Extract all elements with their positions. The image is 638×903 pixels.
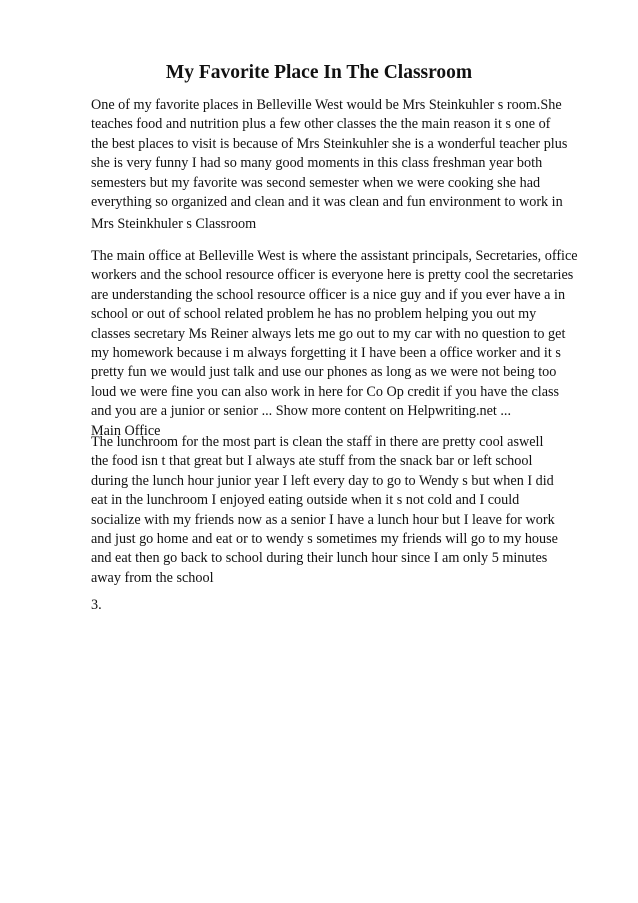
- paragraph-2-line: and you are a junior or senior ... Show more content on Helpwriting.net ...: [91, 403, 512, 420]
- paragraph-3-line: during the lunch hour junior year I left every day to go to Wendy s but when I did: [91, 472, 554, 489]
- caption-classroom-text: Mrs Steinkhuler s Classroom: [91, 216, 257, 232]
- paragraph-2-line: classes secretary Ms Reiner always lets me go out to my car with no question to get: [91, 325, 566, 342]
- section-number-text: 3.: [91, 597, 102, 613]
- caption-classroom: [91, 215, 611, 234]
- paragraph-3-line: and just go home and eat or to wendy s sometimes my friends will go to my house: [91, 531, 558, 548]
- paragraph-3-line: and eat then go back to school during their lunch hour since I am only 5 minutes: [91, 550, 548, 567]
- paragraph-3: [91, 433, 611, 588]
- paragraph-2: [91, 247, 611, 441]
- paragraph-2-line: school or out of school related problem he has no problem helping you out my: [91, 306, 537, 323]
- paragraph-2-line: loud we were fine you can also work in here for Co Op credit if you have the class: [91, 383, 560, 400]
- paragraph-1-line: semesters but my favorite was second semester when we were cooking she had: [91, 174, 541, 191]
- paragraph-1-line: teaches food and nutrition plus a few other classes the the main reason it s one of: [91, 116, 551, 133]
- paragraph-3-line: the food isn t that great but I always ate stuff from the snack bar or left school: [91, 453, 533, 470]
- paragraph-1-line: she is very funny I had so many good moments in this class freshman year both: [91, 155, 543, 172]
- paragraph-2-line: my homework because i m always forgetting it I have been a office worker and it s: [91, 345, 561, 362]
- paragraph-3-line: eat in the lunchroom I enjoyed eating outside when it s not cold and I could: [91, 492, 520, 509]
- paragraph-1-line: everything so organized and clean and it was clean and fun environment to work in: [91, 194, 563, 211]
- document-title: My Favorite Place In The Classroom: [165, 62, 473, 83]
- paragraph-1-line: the best places to visit is because of Mrs Steinkuhler she is a wonderful teacher plus: [91, 135, 568, 152]
- caption-main-office: Main Office: [91, 422, 161, 439]
- paragraph-3-line: The lunchroom for the most part is clean the staff in there are pretty cool aswell: [91, 434, 544, 450]
- paragraph-2-line: The main office at Belleville West is where the assistant principals, Secretaries, office: [91, 248, 578, 264]
- section-number: [91, 596, 611, 615]
- paragraph-3-line: socialize with my friends now as a senior I have a lunch hour but I leave for work: [91, 511, 555, 528]
- paragraph-1: [91, 96, 611, 212]
- paragraph-2-line: are understanding the school resource officer is a nice guy and if you ever have a in: [91, 286, 566, 303]
- paragraph-2-line: pretty fun we would just talk and use our phones as long as we were not being too: [91, 364, 557, 381]
- paragraph-3-line: away from the school: [91, 569, 214, 586]
- paragraph-2-line: workers and the school resource officer is everyone here is pretty cool the secretaries: [91, 267, 574, 284]
- paragraph-1-line: One of my favorite places in Belleville West would be Mrs Steinkuhler s room.She: [91, 97, 562, 113]
